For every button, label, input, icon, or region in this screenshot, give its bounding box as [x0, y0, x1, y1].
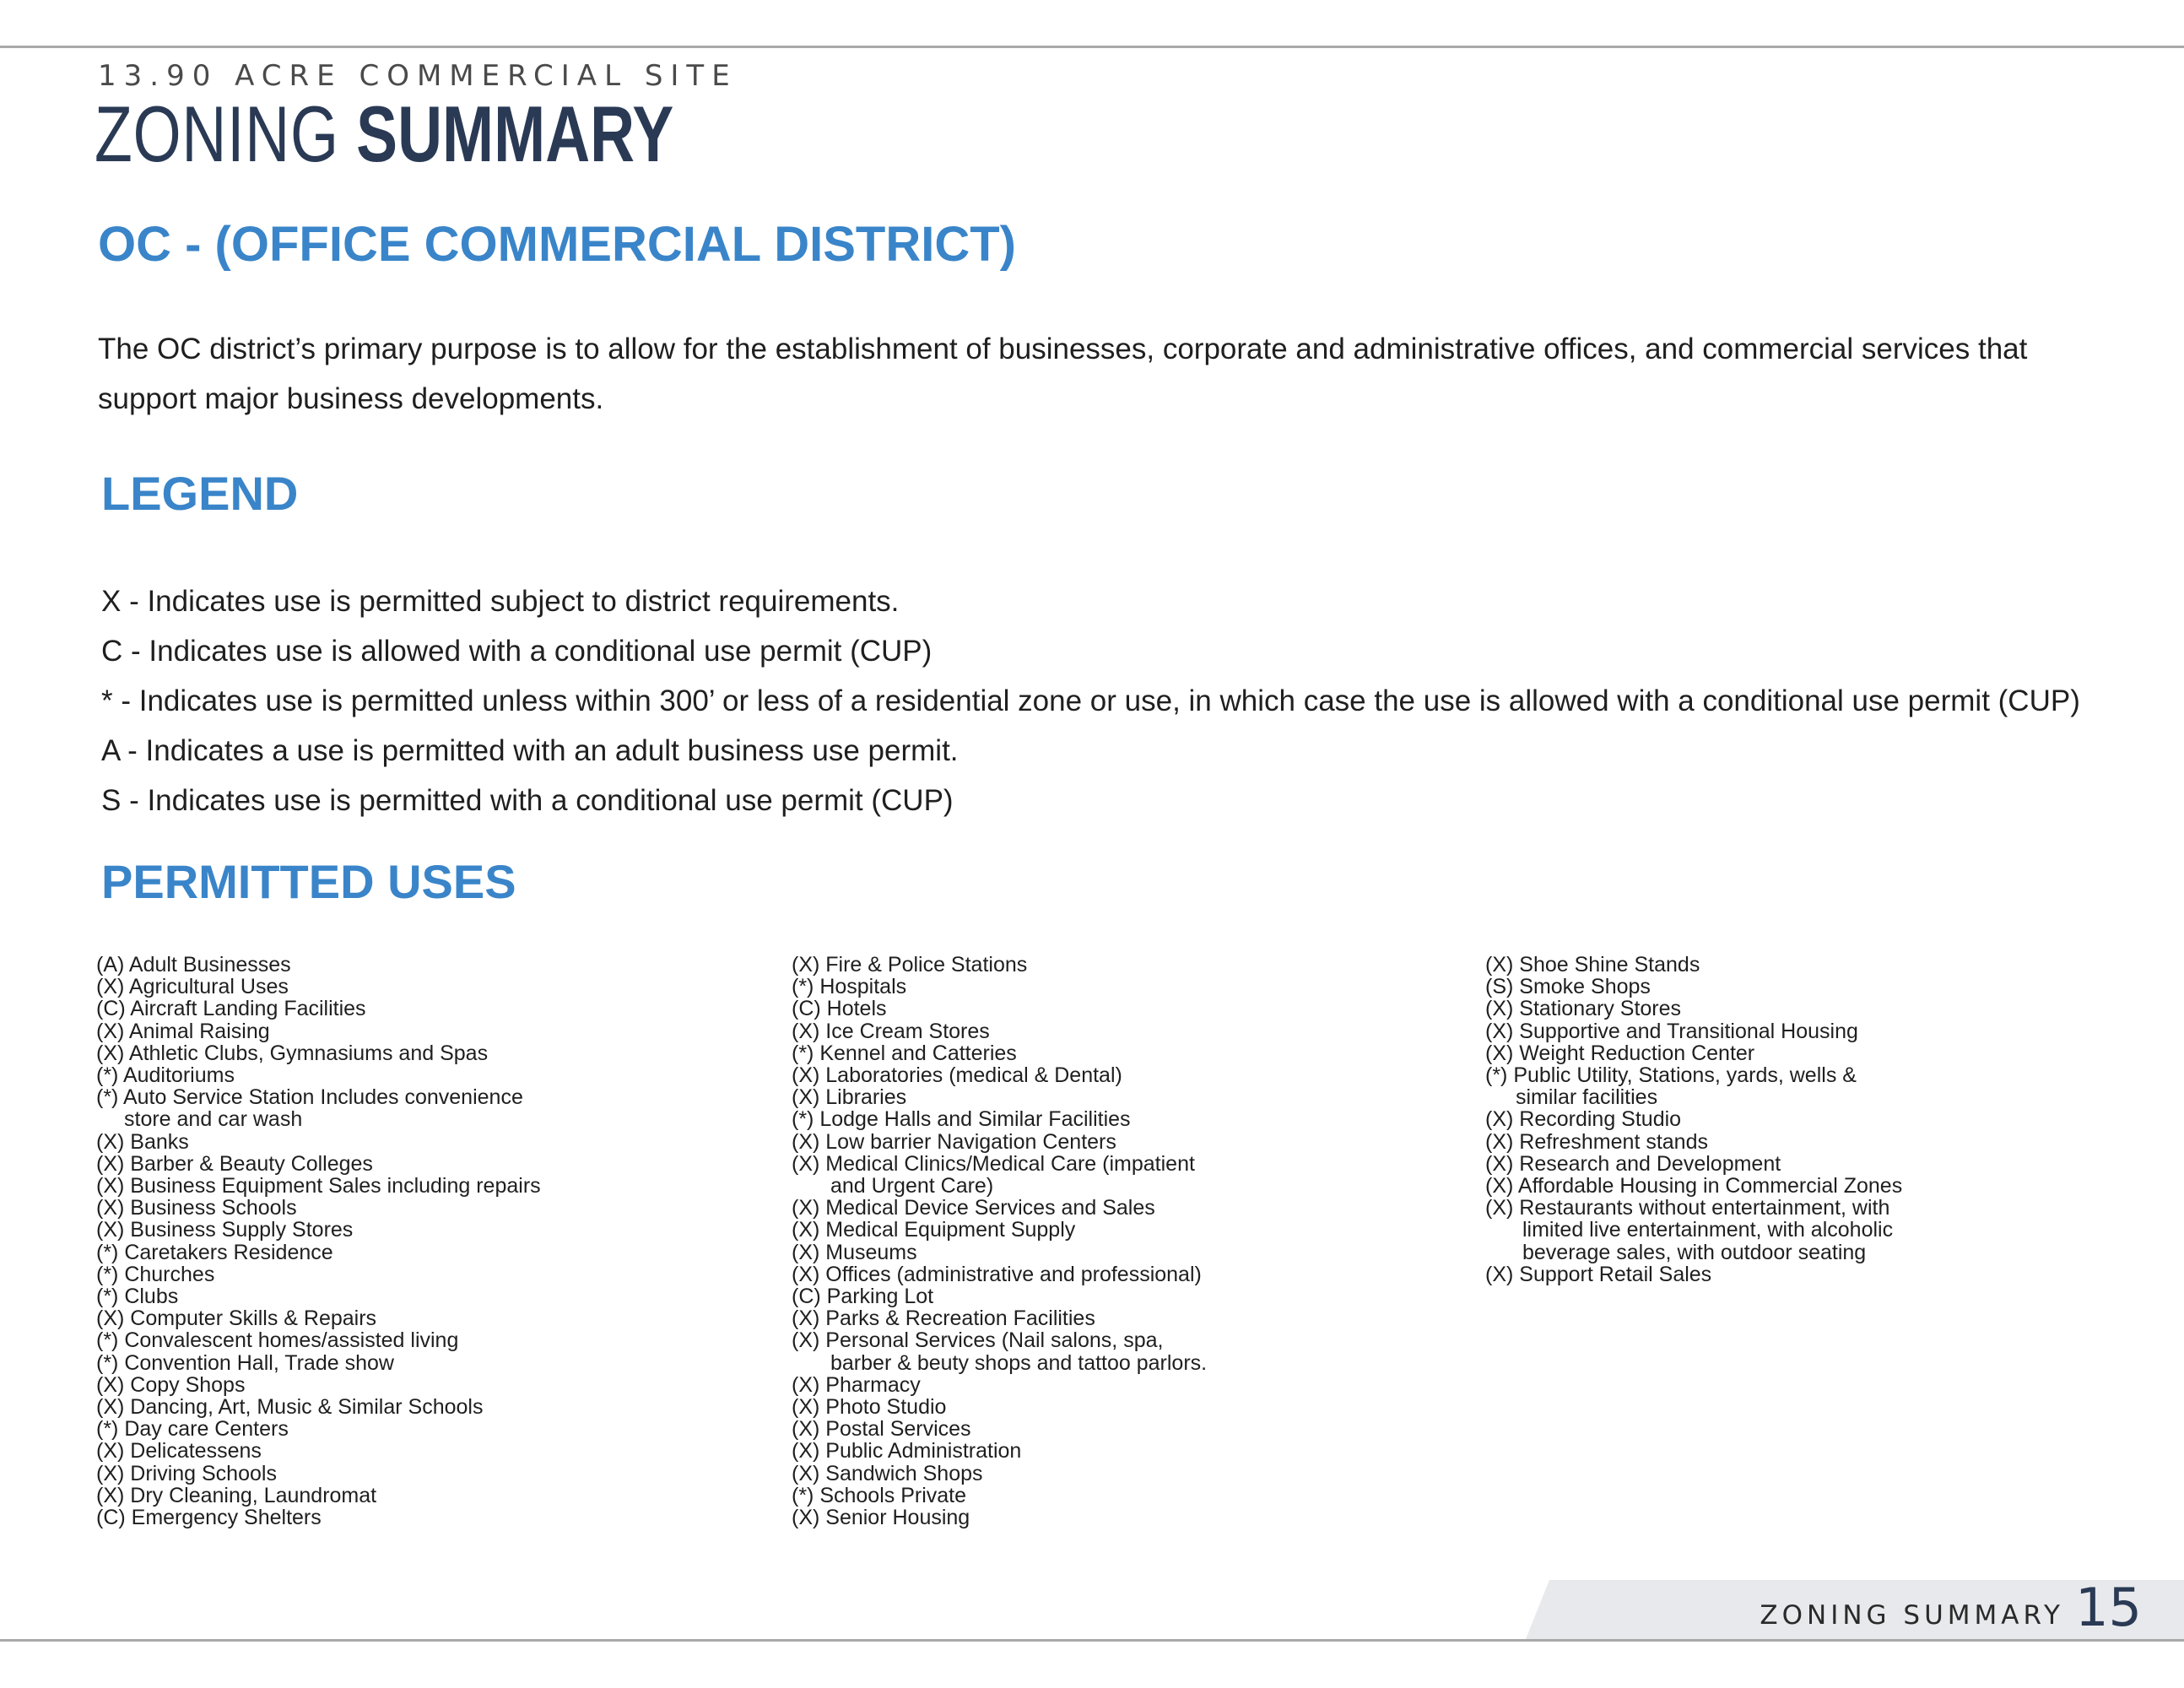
- list-item: (*) Hospitals: [792, 975, 907, 999]
- list-item: (*) Convention Hall, Trade show: [96, 1350, 394, 1375]
- list-item: (*) Caretakers Residence: [96, 1240, 333, 1264]
- legend-item-a: A - Indicates a use is permitted with an adult business use permit.: [101, 734, 959, 767]
- page-title-light: ZONING: [95, 89, 339, 178]
- list-item: (X) Fire & Police Stations: [792, 953, 1028, 977]
- list-item: (X) Refreshment stands: [1485, 1129, 1708, 1154]
- page-number: 15: [2075, 1577, 2142, 1638]
- list-item: (X) Libraries: [792, 1085, 907, 1110]
- list-item: (X) Business Equipment Sales including repairs: [96, 1174, 541, 1198]
- permitted-uses-column-2: [792, 954, 1207, 1528]
- list-item: (*) Lodge Halls and Similar Facilities: [792, 1107, 1131, 1132]
- list-item: (X) Parks & Recreation Facilities: [792, 1307, 1095, 1331]
- list-item: (X) Computer Skills & Repairs: [96, 1307, 377, 1331]
- list-item: (X) Business Schools: [96, 1196, 297, 1220]
- list-item: (C) Emergency Shelters: [96, 1506, 322, 1530]
- bottom-divider: [0, 1639, 2184, 1642]
- list-item: (X) Museums: [792, 1240, 917, 1264]
- list-item: (X) Restaurants without entertainment, with: [1485, 1196, 1890, 1220]
- list-item: (*) Auditoriums: [96, 1063, 235, 1088]
- list-item: (X) Athletic Clubs, Gymnasiums and Spas: [96, 1041, 489, 1065]
- list-item: (X) Delicatessens: [96, 1439, 262, 1463]
- permitted-uses-heading: PERMITTED USES: [101, 855, 516, 908]
- list-item: (X) Postal Services: [792, 1417, 971, 1442]
- legend-heading: LEGEND: [101, 467, 299, 520]
- list-item: (*) Kennel and Catteries: [792, 1041, 1017, 1065]
- site-kicker: 13.90 ACRE COMMERCIAL SITE: [98, 59, 738, 93]
- list-item: (X) Affordable Housing in Commercial Zones: [1485, 1174, 1903, 1198]
- district-heading: OC - (OFFICE COMMERCIAL DISTRICT): [98, 217, 1016, 272]
- list-item: (*) Public Utility, Stations, yards, wells &: [1485, 1063, 1857, 1088]
- list-item: (X) Ice Cream Stores: [792, 1019, 990, 1043]
- list-item: (X) Sandwich Shops: [792, 1461, 983, 1485]
- list-item: (X) Support Retail Sales: [1485, 1262, 1712, 1286]
- list-item: (C) Parking Lot: [792, 1285, 934, 1309]
- list-item: (X) Laboratories (medical & Dental): [792, 1063, 1122, 1088]
- list-item: (C) Hotels: [792, 997, 887, 1021]
- list-item: (X) Dry Cleaning, Laundromat: [96, 1483, 377, 1507]
- list-item-continuation: store and car wash: [124, 1107, 303, 1132]
- list-item: (X) Stationary Stores: [1485, 997, 1682, 1021]
- list-item: (X) Barber & Beauty Colleges: [96, 1151, 373, 1176]
- legend-item-s: S - Indicates use is permitted with a conditional use permit (CUP): [101, 784, 954, 817]
- list-item: (X) Senior Housing: [792, 1506, 970, 1530]
- list-item: (X) Photo Studio: [792, 1395, 947, 1420]
- legend-item-star: * - Indicates use is permitted unless within 300’ or less of a residential zone or use, in which case the use is allowed with a conditional use permit (CUP): [101, 684, 2080, 717]
- list-item: (X) Personal Services (Nail salons, spa,: [792, 1328, 1164, 1353]
- list-item: (X) Banks: [96, 1129, 189, 1154]
- district-description: The OC district’s primary purpose is to allow for the establishment of businesses, corporate and administrative offices, and commercial services that support major business developments.: [98, 333, 2028, 415]
- list-item: (X) Agricultural Uses: [96, 975, 289, 999]
- list-item: (X) Low barrier Navigation Centers: [792, 1129, 1116, 1154]
- list-item: (X) Copy Shops: [96, 1372, 246, 1397]
- list-item: (*) Convalescent homes/assisted living: [96, 1328, 459, 1353]
- footer-label: ZONING SUMMARY: [1760, 1600, 2064, 1631]
- list-item: (X) Public Administration: [792, 1439, 1022, 1463]
- list-item: (*) Churches: [96, 1262, 215, 1286]
- list-item: (X) Driving Schools: [96, 1461, 277, 1485]
- list-item: (*) Day care Centers: [96, 1417, 289, 1442]
- list-item-continuation: and Urgent Care): [830, 1174, 994, 1198]
- list-item: (X) Shoe Shine Stands: [1485, 953, 1700, 977]
- list-item: (S) Smoke Shops: [1485, 975, 1651, 999]
- list-item: (X) Business Supply Stores: [96, 1218, 354, 1242]
- list-item: (C) Aircraft Landing Facilities: [96, 997, 366, 1021]
- list-item-continuation: limited live entertainment, with alcoholic: [1522, 1218, 1894, 1242]
- list-item: (X) Medical Device Services and Sales: [792, 1196, 1155, 1220]
- list-item-continuation: beverage sales, with outdoor seating: [1522, 1240, 1867, 1264]
- legend-list: [101, 576, 2080, 825]
- list-item: (X) Pharmacy: [792, 1372, 921, 1397]
- list-item: (*) Schools Private: [792, 1483, 967, 1507]
- list-item: (X) Supportive and Transitional Housing: [1485, 1019, 1858, 1043]
- list-item: (X) Medical Equipment Supply: [792, 1218, 1076, 1242]
- page-title: [95, 89, 674, 178]
- list-item: (*) Auto Service Station Includes convenience: [96, 1085, 523, 1110]
- list-item: (X) Offices (administrative and professional): [792, 1262, 1202, 1286]
- list-item: (X) Weight Reduction Center: [1485, 1041, 1755, 1065]
- list-item: (X) Research and Development: [1485, 1151, 1781, 1176]
- list-item: (X) Recording Studio: [1485, 1107, 1682, 1132]
- list-item: (X) Animal Raising: [96, 1019, 270, 1043]
- list-item: (X) Medical Clinics/Medical Care (impatient: [792, 1151, 1195, 1176]
- list-item-continuation: similar facilities: [1516, 1085, 1658, 1110]
- legend-item-c: C - Indicates use is allowed with a conditional use permit (CUP): [101, 635, 933, 668]
- permitted-uses-column-3: [1485, 954, 1902, 1285]
- legend-item-x: X - Indicates use is permitted subject to district requirements.: [101, 585, 900, 618]
- page-title-bold: SUMMARY: [356, 89, 674, 178]
- list-item-continuation: barber & beuty shops and tattoo parlors.: [830, 1350, 1208, 1375]
- list-item: (A) Adult Businesses: [96, 953, 291, 977]
- list-item: (X) Dancing, Art, Music & Similar Schools: [96, 1395, 484, 1420]
- list-item: (*) Clubs: [96, 1285, 179, 1309]
- permitted-uses-column-1: [96, 954, 541, 1528]
- top-divider: [0, 46, 2184, 48]
